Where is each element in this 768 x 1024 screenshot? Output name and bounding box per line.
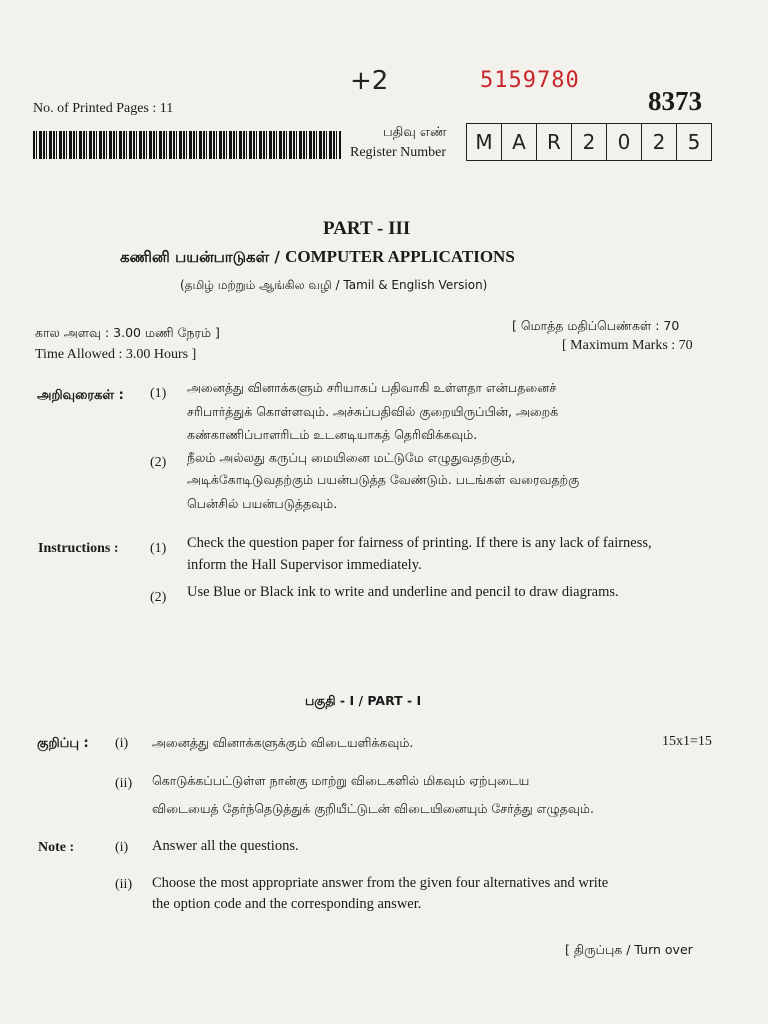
note-line: Choose the most appropriate answer from the given four alternatives and write	[152, 875, 609, 891]
instruction-line: அடிக்கோடிடுவதற்கும் பயன்படுத்த வேண்டும். படங்கள் வரைவதற்கு	[187, 472, 580, 487]
instruction-line: நீலம் அல்லது கருப்பு மையினை மட்டுமே எழுதுவதற்கும்,	[187, 450, 516, 465]
barcode	[33, 131, 341, 159]
note-line: விடையைத் தேர்ந்தெடுத்துக் குறியீட்டுடன் விடையினையும் சேர்த்து எழுதவும்.	[152, 801, 594, 816]
note-line: the option code and the corresponding answer.	[152, 896, 422, 912]
instruction-line: அனைத்து வினாக்களும் சரியாகப் பதிவாகி உள்ளதா என்பதனைச்	[187, 380, 557, 395]
note-tamil-label: குறிப்பு :	[37, 736, 89, 751]
register-digit[interactable]: 0	[607, 124, 642, 160]
time-english: Time Allowed : 3.00 Hours ]	[35, 347, 197, 362]
item-num: (1)	[150, 541, 167, 556]
register-digit[interactable]: 2	[572, 124, 607, 160]
turn-over: [ திருப்புக / Turn over	[565, 942, 693, 957]
note-english-label: Note :	[38, 840, 75, 855]
version-line: (தமிழ் மற்றும் ஆங்கில வழி / Tamil & English Version)	[180, 278, 488, 292]
register-digit[interactable]: 5	[687, 130, 701, 154]
subject-title-english: COMPUTER APPLICATIONS	[285, 247, 515, 266]
serial-number: 5159780	[480, 68, 580, 93]
item-num: (i)	[115, 736, 129, 751]
section-heading: பகுதி - I / PART - I	[305, 693, 422, 708]
register-digit[interactable]: M	[467, 124, 502, 160]
instruction-line: Use Blue or Black ink to write and underline and pencil to draw diagrams.	[187, 584, 619, 600]
time-tamil: கால அளவு : 3.00 மணி நேரம் ]	[35, 325, 220, 340]
register-digit[interactable]: A	[502, 124, 537, 160]
register-digit[interactable]: 2	[642, 124, 677, 160]
printed-pages: No. of Printed Pages : 11	[33, 101, 174, 116]
part-title: PART - III	[323, 218, 411, 239]
item-num: (2)	[150, 455, 167, 470]
register-label-english: Register Number	[350, 145, 447, 160]
paper-code: 8373	[648, 86, 702, 116]
register-digit[interactable]: R	[537, 124, 572, 160]
marks-tamil: [ மொத்த மதிப்பெண்கள் : 70	[512, 318, 680, 333]
instructions-english-label: Instructions :	[38, 541, 119, 556]
item-num: (1)	[150, 386, 167, 401]
instructions-tamil-label: அறிவுரைகள் :	[37, 388, 124, 403]
item-num: (ii)	[115, 877, 133, 892]
register-number-boxes[interactable]	[466, 123, 712, 161]
note-line: கொடுக்கப்பட்டுள்ள நான்கு மாற்று விடைகளில் மிகவும் ஏற்புடைய	[152, 773, 530, 788]
handwritten-class: +2	[350, 66, 389, 96]
register-label-tamil: பதிவு எண்	[383, 125, 447, 140]
marks-scheme: 15x1=15	[662, 734, 712, 749]
instruction-line: inform the Hall Supervisor immediately.	[187, 557, 422, 573]
note-line: Answer all the questions.	[152, 838, 299, 854]
item-num: (2)	[150, 590, 167, 605]
instruction-line: சரிபார்த்துக் கொள்ளவும். அச்சுப்பதிவில் குறையிருப்பின், அறைக்	[187, 404, 559, 419]
instruction-line: கண்காணிப்பாளரிடம் உடனடியாகத் தெரிவிக்கவும்.	[187, 427, 478, 442]
item-num: (i)	[115, 840, 129, 855]
marks-english: [ Maximum Marks : 70	[562, 338, 693, 353]
note-line: அனைத்து வினாக்களுக்கும் விடையளிக்கவும்.	[152, 735, 414, 750]
instruction-line: பென்சில் பயன்படுத்தவும்.	[187, 496, 338, 511]
instruction-line: Check the question paper for fairness of printing. If there is any lack of fairness,	[187, 535, 652, 551]
item-num: (ii)	[115, 776, 133, 791]
subject-title	[120, 247, 515, 268]
subject-title-tamil: கணினி பயன்பாடுகள் /	[120, 248, 286, 266]
